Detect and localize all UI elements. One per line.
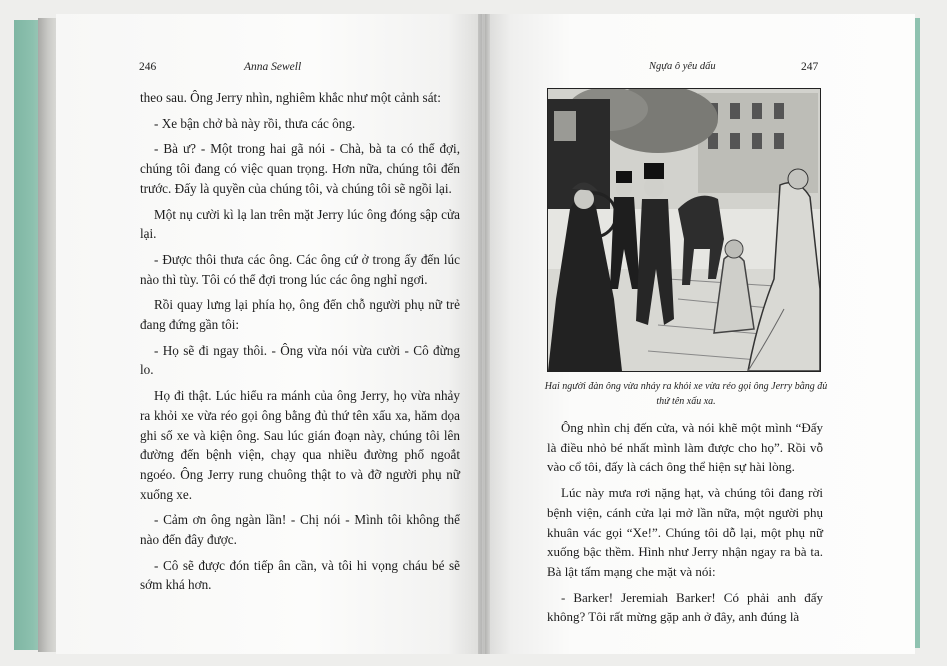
page-stack-left	[38, 18, 58, 652]
paragraph: - Bà ư? - Một trong hai gã nói - Chà, bà ta có thể đợi, chúng tôi đang có việc quan trọng. Hơn nữa, chúng tôi đến trước. Đấy là quyền của chúng tôi, và chúng tôi sẽ ngồi lại.	[140, 141, 460, 196]
book-gutter	[478, 14, 490, 654]
page-number-left: 246	[139, 61, 157, 73]
paragraph: - Được thôi thưa các ông. Các ông cứ ở trong ấy đến lúc nào thì tùy. Tôi có thể đợi trong lúc các ông nghỉ ngơi.	[140, 251, 460, 287]
left-page	[56, 14, 482, 654]
running-header-author: Anna Sewell	[244, 61, 302, 73]
left-page-text	[140, 88, 460, 601]
right-page	[485, 14, 915, 654]
paragraph: theo sau. Ông Jerry nhìn, nghiêm khắc như một cảnh sát:	[140, 90, 441, 105]
paragraph: Lúc này mưa rơi nặng hạt, và chúng tôi đang rời bệnh viện, cánh cửa lại mở lần nữa, một người phụ khuân vác gọi “Xe!”. Chúng tôi dỗ lại, một phụ nữ xuống bậc thềm. Hình như Jerry nhận ngay ra bà ta. Bà lật tấm mạng che mặt và nói:	[547, 485, 823, 579]
paragraph: Một nụ cười kì lạ lan trên mặt Jerry lúc ông đóng sập cửa lại.	[140, 206, 460, 242]
running-header-title: Ngựa ô yêu dấu	[649, 61, 716, 72]
paragraph: Ông nhìn chị đến cửa, và nói khẽ một mình “Đấy là điều nhỏ bé nhất mình làm được cho họ”. Rồi vỗ vào cổ tôi, đấy là cách ông thể hiện sự hài lòng.	[547, 420, 823, 475]
paragraph: - Cô sẽ được đón tiếp ân cần, và tôi hi vọng cháu bé sẽ sớm khá hơn.	[140, 557, 460, 593]
paragraph: Rồi quay lưng lại phía họ, ông đến chỗ người phụ nữ trẻ đang đứng gần tôi:	[140, 297, 460, 333]
paragraph: - Cảm ơn ông ngàn lần! - Chị nói - Mình tôi không thể nào đến đây được.	[140, 512, 460, 548]
illustration-caption: Hai người đàn ông vừa nhảy ra khỏi xe vừa réo gọi ông Jerry bằng đủ thứ tên xấu xa.	[544, 381, 828, 407]
right-page-text	[547, 418, 823, 633]
street-scene-drawing	[548, 89, 820, 371]
paragraph: - Họ sẽ đi ngay thôi. - Ông vừa nói vừa cười - Cô đừng lo.	[140, 342, 460, 378]
paragraph: - Xe bận chở bà này rồi, thưa các ông.	[154, 115, 356, 131]
paragraph: - Barker! Jeremiah Barker! Có phải anh đấy không? Tôi rất mừng gặp anh ở đây, anh đúng là	[547, 589, 823, 625]
paragraph: Họ đi thật. Lúc hiểu ra mánh của ông Jerry, họ vừa nhảy ra khỏi xe vừa réo gọi ông bằng đủ thứ tên xấu xa, hăm dọa ghi số xe và kiện ông. Sau lúc gián đoạn này, chúng tôi lên đường đến bệnh viện, chạy qua nhiều đường phố ngoắt ngoéo. Ông Jerry rung chuông thật to và đỡ người phụ nữ xuống xe.	[140, 388, 460, 502]
engraving-illustration	[547, 88, 821, 372]
page-number-right: 247	[801, 61, 819, 73]
